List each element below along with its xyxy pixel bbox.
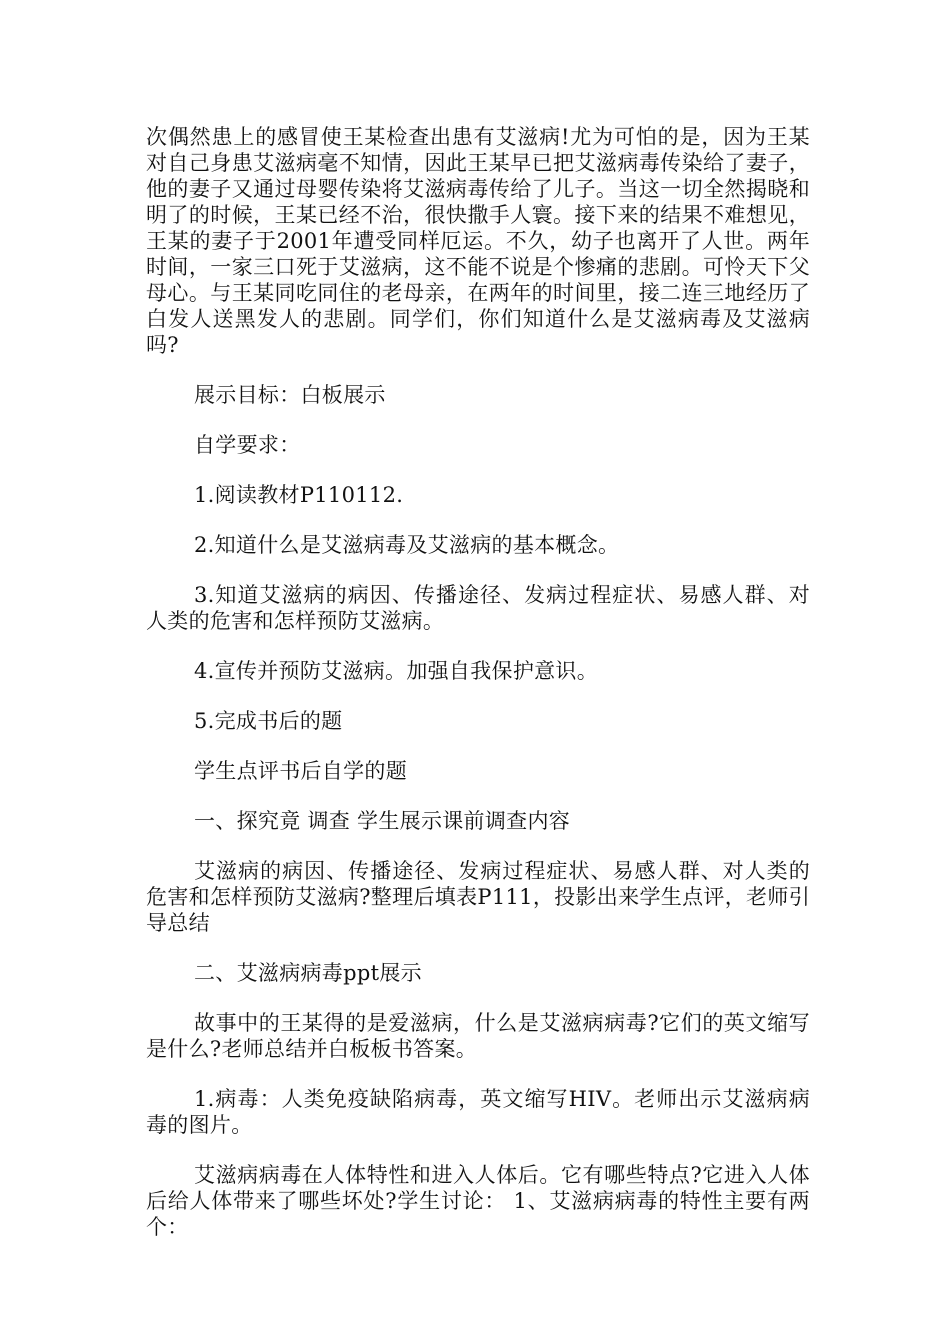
virus-characteristics: 艾滋病病毒在人体特性和进入人体后。它有哪些特点?它进入人体后给人体带来了哪些坏处?学生讨论： 1、艾滋病病毒的特性主要有两个： — [146, 1163, 810, 1239]
section-one-heading: 一、探究竟 调查 学生展示课前调查内容 — [194, 809, 571, 833]
requirement-5: 5.完成书后的题 — [194, 709, 343, 733]
section-one-body: 艾滋病的病因、传播途径、发病过程症状、易感人群、对人类的危害和怎样预防艾滋病?整理后填表P111，投影出来学生点评，老师引导总结 — [146, 859, 810, 935]
requirement-1: 1.阅读教材P110112. — [194, 483, 404, 507]
document-page — [146, 124, 810, 1264]
display-goal: 展示目标：白板展示 — [194, 383, 386, 407]
story-paragraph: 次偶然患上的感冒使王某检查出患有艾滋病!尤为可怕的是，因为王某对自己身患艾滋病毫不知情，因此王某早已把艾滋病毒传染给了妻子，他的妻子又通过母婴传染将艾滋病毒传给了儿子。当这一切全然揭晓和明了的时候，王某已经不治，很快撒手人寰。接下来的结果不难想见，王某的妻子于2001年遭受同样厄运。不久，幼子也离开了人世。两年时间，一家三口死于艾滋病，这不能不说是个惨痛的悲剧。可怜天下父母心。与王某同吃同住的老母亲，在两年的时间里，接二连三地经历了白发人送黑发人的悲剧。同学们，你们知道什么是艾滋病毒及艾滋病吗? — [146, 125, 810, 357]
requirement-4: 4.宣传并预防艾滋病。加强自我保护意识。 — [194, 659, 599, 683]
self-study-heading: 自学要求： — [194, 433, 301, 457]
section-two-heading: 二、艾滋病病毒ppt展示 — [194, 961, 422, 985]
student-review: 学生点评书后自学的题 — [194, 759, 407, 783]
section-two-question: 故事中的王某得的是爱滋病，什么是艾滋病病毒?它们的英文缩写是什么?老师总结并白板板书答案。 — [146, 1011, 810, 1061]
requirement-3: 3.知道艾滋病的病因、传播途径、发病过程症状、易感人群、对人类的危害和怎样预防艾滋病。 — [146, 583, 810, 633]
requirement-2: 2.知道什么是艾滋病毒及艾滋病的基本概念。 — [194, 533, 620, 557]
virus-definition: 1.病毒：人类免疫缺陷病毒，英文缩写HIV。老师出示艾滋病病毒的图片。 — [146, 1087, 810, 1137]
